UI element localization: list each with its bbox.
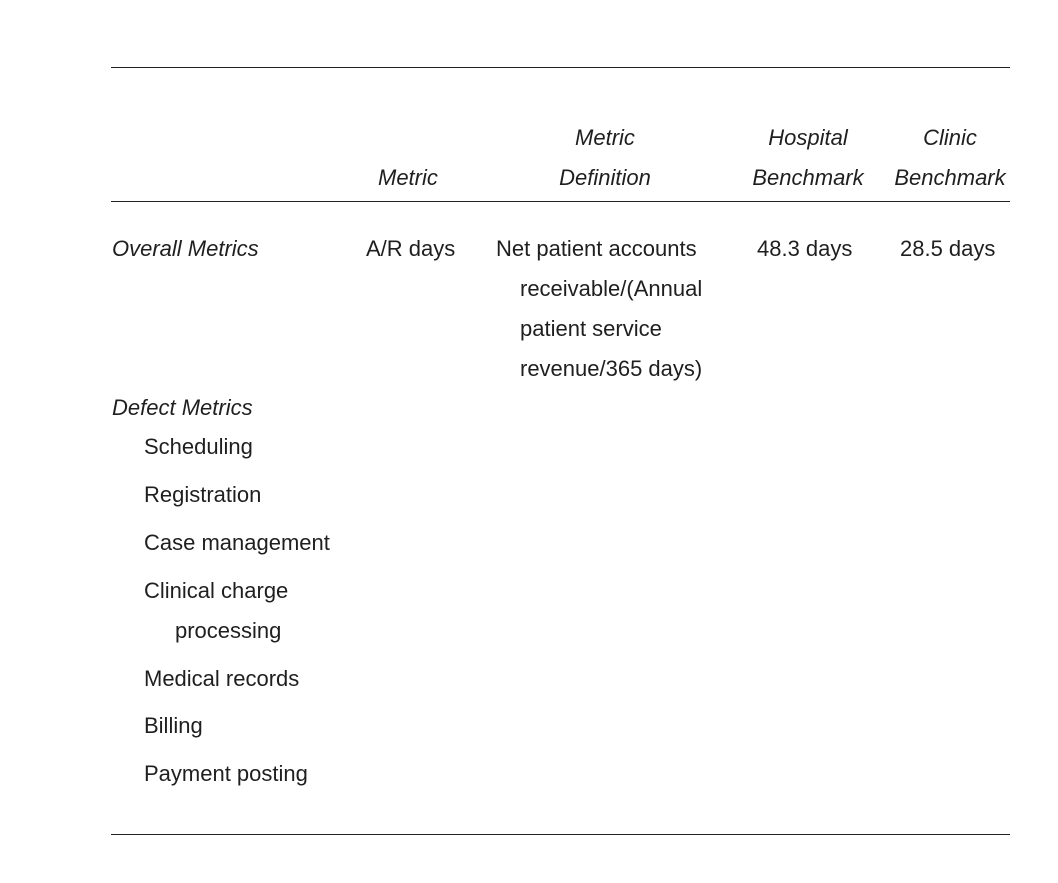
list-item-billing: Billing	[144, 713, 203, 738]
row-overall-definition-line4: revenue/365 days)	[520, 356, 703, 381]
list-item-clinical-line1: Clinical charge	[144, 578, 289, 603]
list-item-registration: Registration	[144, 482, 262, 507]
header-definition-line2: Definition	[559, 165, 651, 190]
header-bottom-rule	[111, 201, 1010, 202]
row-overall-definition-line1: Net patient accounts	[496, 236, 697, 261]
list-item-payment-posting: Payment posting	[144, 761, 308, 786]
row-overall-clinic: 28.5 days	[900, 236, 996, 261]
list-item-clinical-line2: processing	[175, 618, 282, 643]
header-hospital-line1: Hospital	[768, 125, 848, 150]
table-bottom-rule	[111, 834, 1010, 835]
list-item-medical-records: Medical records	[144, 666, 300, 691]
header-hospital-line2: Benchmark	[752, 165, 864, 190]
row-overall-definition-line3: patient service	[520, 316, 662, 341]
header-definition-line1: Metric	[575, 125, 635, 150]
list-item-case-management: Case management	[144, 530, 330, 555]
row-overall-definition-line2: receivable/(Annual	[520, 276, 703, 301]
list-item-scheduling: Scheduling	[144, 434, 253, 459]
row-overall-label: Overall Metrics	[112, 236, 259, 261]
table-top-rule	[111, 67, 1010, 68]
defect-metrics-label: Defect Metrics	[112, 395, 253, 420]
header-metric: Metric	[378, 165, 438, 190]
header-clinic-line1: Clinic	[923, 125, 977, 150]
row-overall-hospital: 48.3 days	[757, 236, 853, 261]
row-overall-metric: A/R days	[366, 236, 456, 261]
header-clinic-line2: Benchmark	[894, 165, 1006, 190]
